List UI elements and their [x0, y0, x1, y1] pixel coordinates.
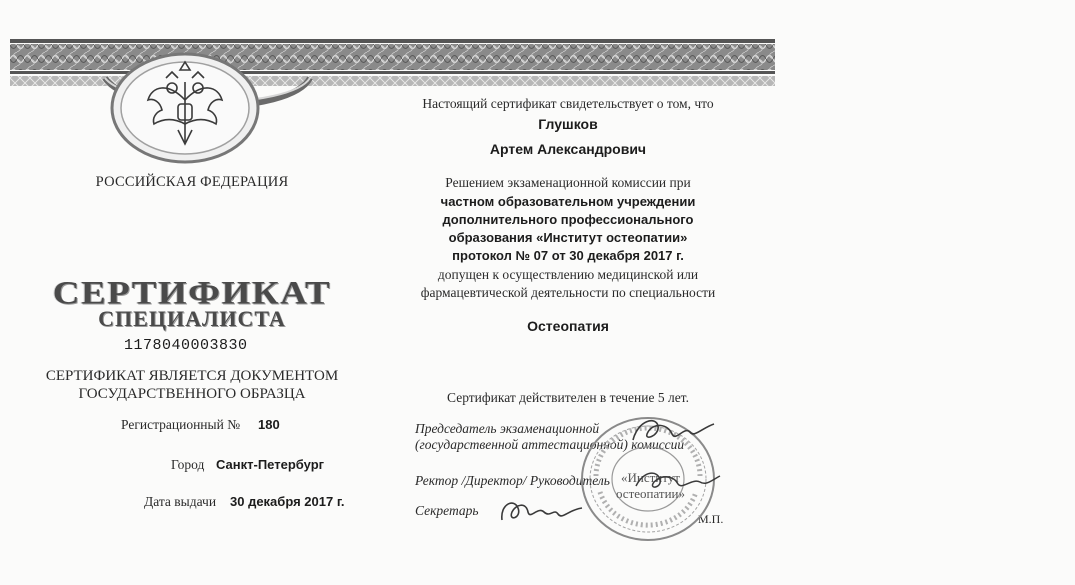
rector-signature — [632, 466, 722, 496]
seal-inner-text: «Институт остеопатии» — [615, 470, 686, 501]
certificate-title: СЕРТИФИКАТ — [52, 275, 332, 312]
admission-line-2: фармацевтической деятельности по специальности — [420, 285, 716, 300]
decision-intro: Решением экзаменационной комиссии при — [445, 175, 691, 190]
seal-place-label: М.П. — [698, 512, 724, 526]
chairman-label-line-2: (государственной аттестационной) комиссии — [415, 437, 685, 452]
registration-number: 180 — [258, 417, 280, 432]
rector-label: Ректор /Директор/ Руководитель — [415, 473, 610, 488]
issue-date-label: Дата выдачи — [144, 494, 217, 509]
organization-line-3: образования «Институт остеопатии» — [448, 230, 688, 245]
country-name: РОССИЙСКАЯ ФЕДЕРАЦИЯ — [95, 174, 289, 190]
registration-label: Регистрационный № — [121, 417, 241, 432]
certificate-subtitle: СПЕЦИАЛИСТА — [98, 306, 286, 331]
state-document-line-2: ГОСУДАРСТВЕННОГО ОБРАЗЦА — [78, 386, 306, 402]
certificate-number: 1178040003830 — [124, 337, 248, 354]
secretary-label: Секретарь — [415, 503, 479, 518]
issue-date-value: 30 декабря 2017 г. — [230, 494, 345, 509]
specialty: Остеопатия — [527, 318, 609, 334]
protocol-line: протокол № 07 от 30 декабря 2017 г. — [452, 248, 684, 263]
holder-name: Артем Александрович — [489, 141, 647, 157]
holder-surname: Глушков — [538, 116, 598, 132]
validity-line: Сертификат действителен в течение 5 лет. — [447, 390, 689, 405]
chairman-signature — [628, 412, 718, 452]
state-document-line-1: СЕРТИФИКАТ ЯВЛЯЕТСЯ ДОКУМЕНТОМ — [45, 368, 339, 384]
coat-of-arms-emblem — [110, 52, 260, 164]
admission-line-1: допущен к осуществлению медицинской или — [437, 267, 699, 282]
chairman-label-line-1: Председатель экзаменационной — [415, 421, 600, 436]
organization-line-2: дополнительного профессионального — [442, 212, 694, 227]
organization-line-1: частном образовательном учреждении — [440, 194, 696, 209]
secretary-signature — [496, 494, 586, 528]
city-label: Город — [171, 457, 205, 472]
intro-line: Настоящий сертификат свидетельствует о том, что — [422, 96, 714, 111]
city-value: Санкт-Петербург — [216, 457, 325, 472]
